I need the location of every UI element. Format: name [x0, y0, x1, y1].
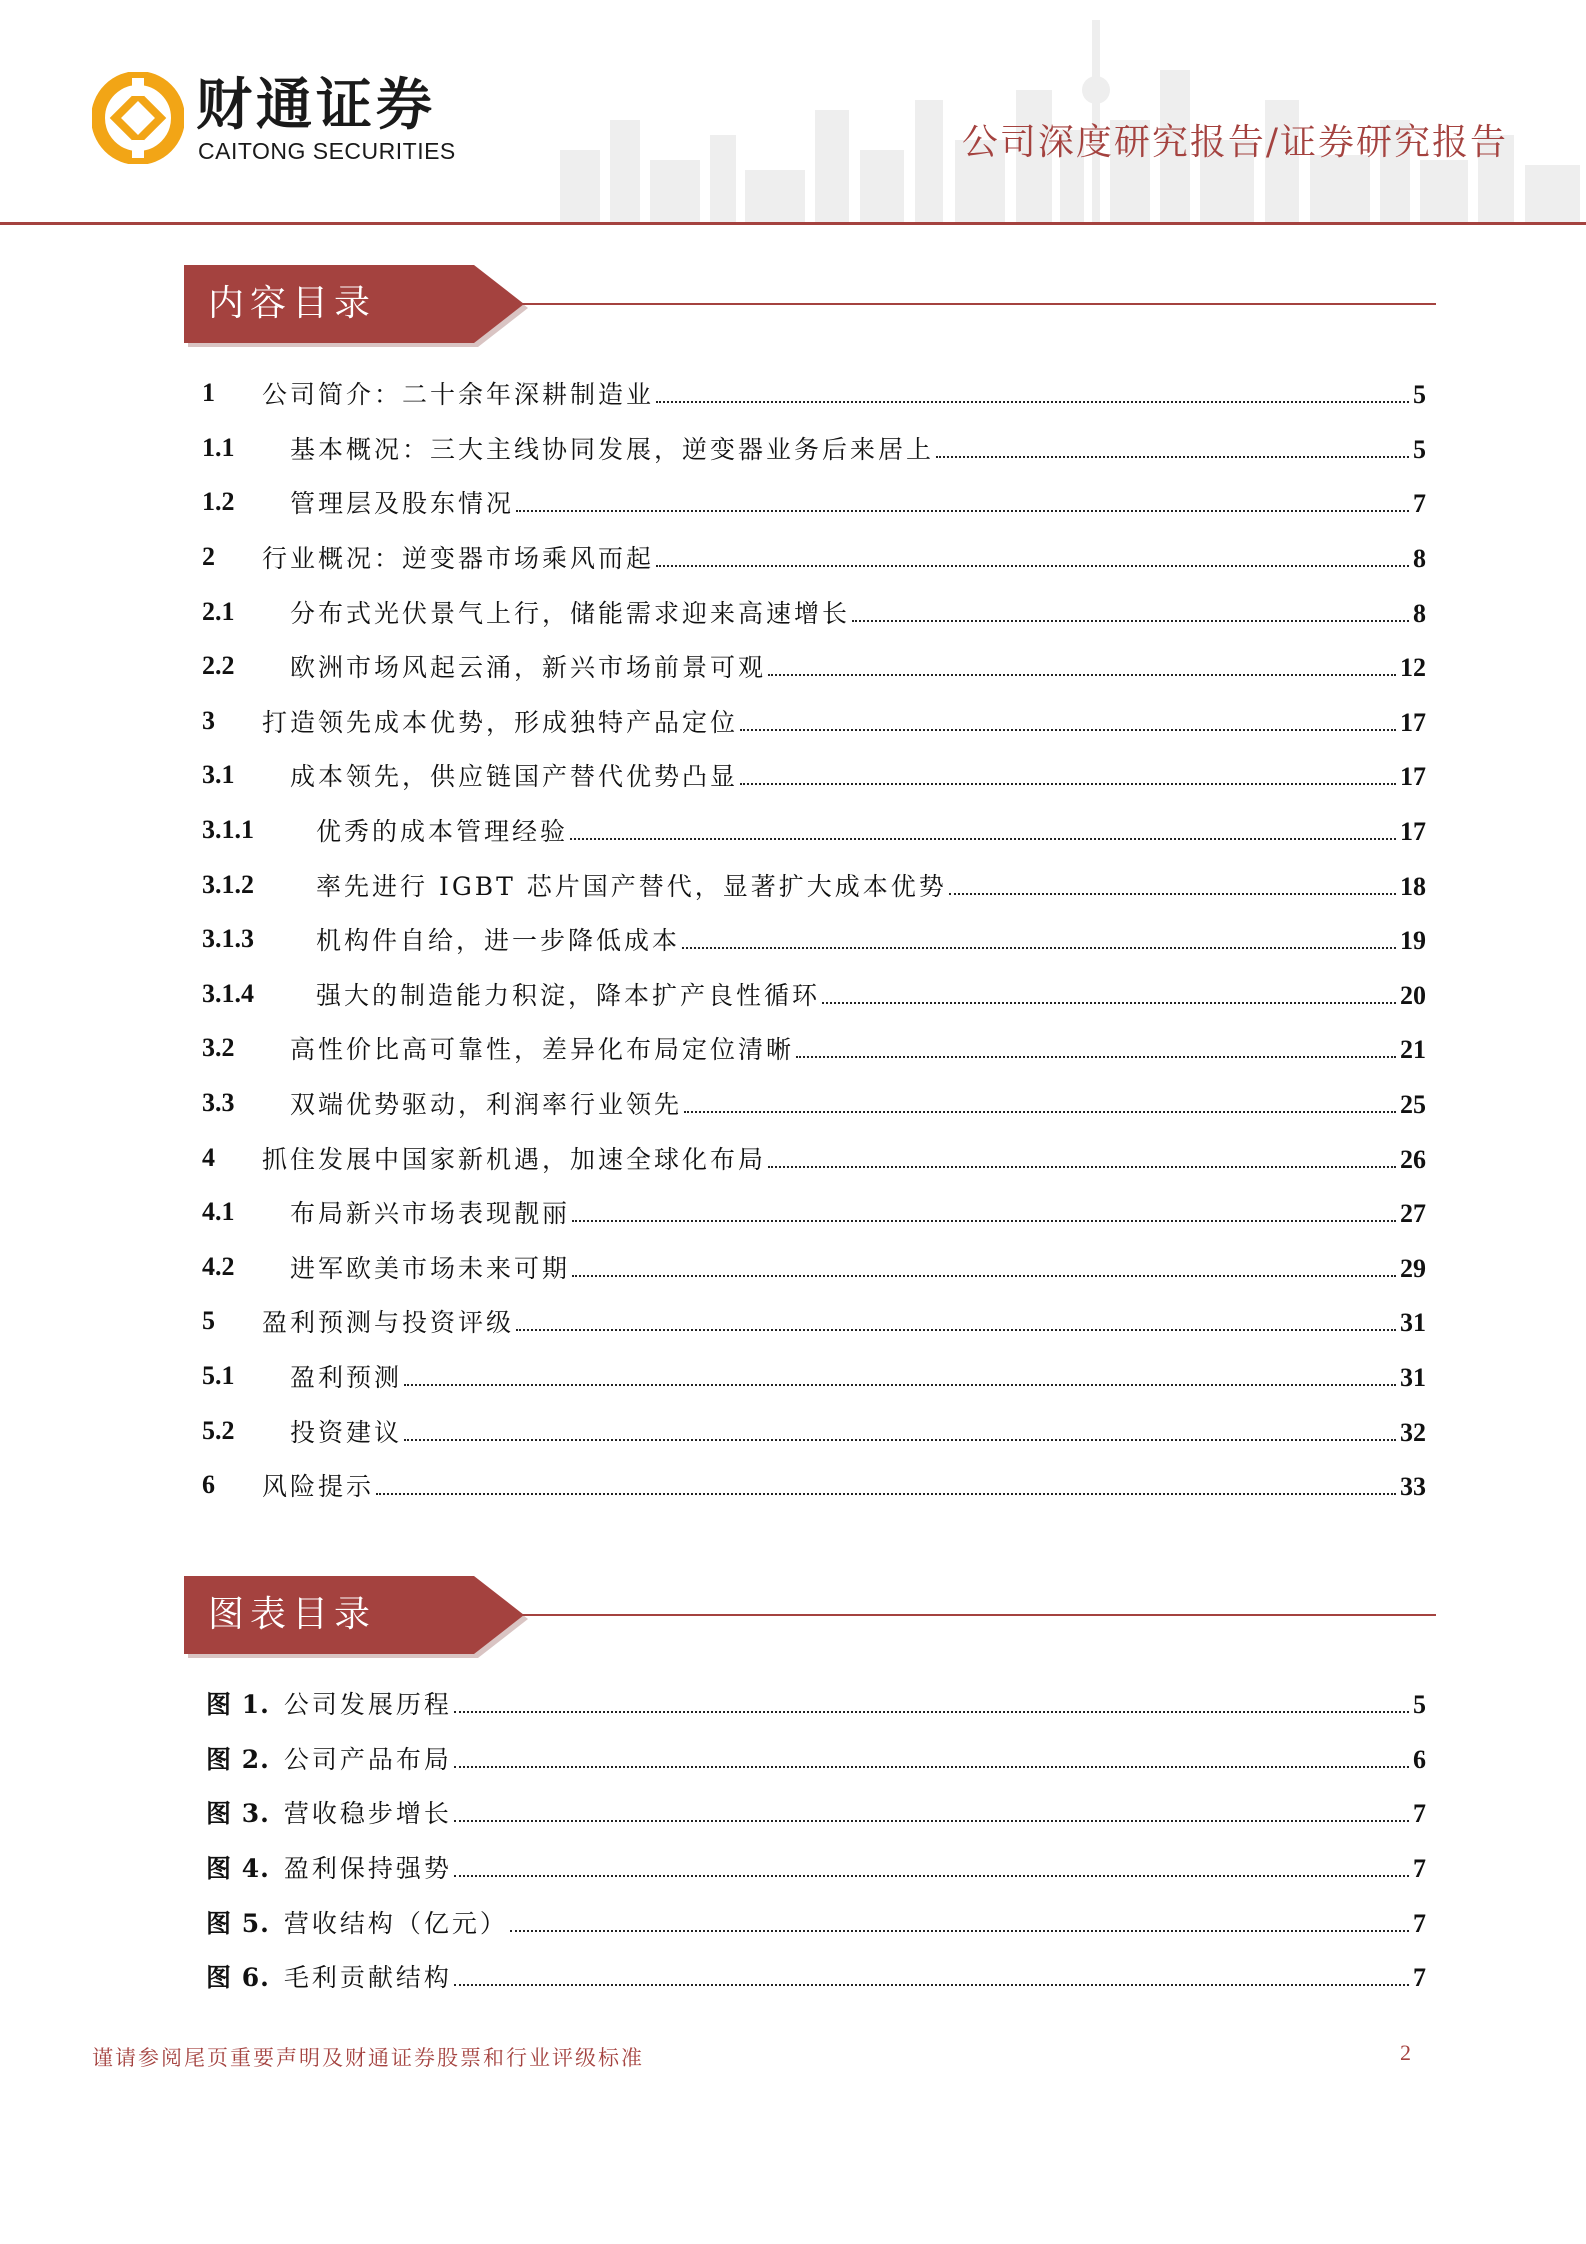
- figure-entry-page: 6: [1413, 1744, 1426, 1774]
- toc-entry-title: 风险提示: [262, 1472, 375, 1502]
- toc-entry-title: 盈利预测与投资评级: [262, 1308, 515, 1338]
- page-number: 2: [1400, 2040, 1411, 2065]
- list-of-figures: [206, 1676, 1426, 2004]
- toc-entry-title: 双端优势驱动，利润率行业领先: [290, 1090, 683, 1120]
- toc-entry-page: 19: [1400, 926, 1426, 956]
- leader-dots: [740, 783, 1396, 785]
- toc-entry[interactable]: [202, 912, 1426, 967]
- toc-entry[interactable]: [202, 803, 1426, 858]
- brand-name-en: CAITONG SECURITIES: [198, 138, 456, 164]
- toc-entry-page: 5: [1413, 380, 1426, 410]
- figure-entry-title: 营收稳步增长: [283, 1799, 452, 1829]
- toc-entry-title: 进军欧美市场未来可期: [290, 1253, 571, 1283]
- toc-entry[interactable]: [202, 1403, 1426, 1458]
- leader-dots: [682, 947, 1396, 949]
- toc-entry-number: 2: [202, 542, 215, 572]
- toc-entry-title: 基本概况：三大主线协同发展，逆变器业务后来居上: [290, 434, 935, 464]
- toc-entry-number: 3.1.3: [202, 924, 254, 954]
- leader-dots: [570, 838, 1396, 840]
- brand-name-cn: 财通证券: [196, 73, 436, 138]
- toc-entry-title: 管理层及股东情况: [290, 489, 515, 519]
- figure-entry-page: 7: [1413, 1963, 1426, 1993]
- toc-entry-title: 优秀的成本管理经验: [316, 817, 569, 847]
- leader-dots: [404, 1439, 1396, 1441]
- leader-dots: [656, 401, 1409, 403]
- toc-entry[interactable]: [202, 530, 1426, 585]
- toc-entry-title: 布局新兴市场表现靓丽: [290, 1199, 571, 1229]
- toc-entry-page: 5: [1413, 434, 1426, 464]
- figure-entry[interactable]: [206, 1949, 1426, 2004]
- toc-entry[interactable]: [202, 967, 1426, 1022]
- leader-dots: [454, 1875, 1409, 1877]
- toc-entry-title: 机构件自给，进一步降低成本: [316, 926, 681, 956]
- toc-entry-page: 26: [1400, 1144, 1426, 1174]
- leader-dots: [510, 1930, 1409, 1932]
- toc-entry[interactable]: [202, 1076, 1426, 1131]
- figure-entry-title: 毛利贡献结构: [283, 1963, 452, 1993]
- figure-entry-page: 7: [1413, 1854, 1426, 1884]
- toc-entry-title: 强大的制造能力积淀，降本扩产良性循环: [316, 980, 821, 1010]
- figure-entry-page: 5: [1413, 1690, 1426, 1720]
- toc-entry-page: 31: [1400, 1362, 1426, 1392]
- leader-dots: [572, 1275, 1396, 1277]
- toc-entry[interactable]: [202, 1294, 1426, 1349]
- leader-dots: [454, 1984, 1409, 1986]
- leader-dots: [656, 565, 1409, 567]
- toc-entry-number: 3.1.2: [202, 869, 254, 899]
- leader-dots: [516, 1329, 1396, 1331]
- figure-entry-label: 图 3.: [206, 1799, 270, 1829]
- figure-entry-title: 公司发展历程: [283, 1690, 452, 1720]
- toc-entry-page: 25: [1400, 1090, 1426, 1120]
- toc-entry[interactable]: [202, 475, 1426, 530]
- report-type-label: 公司深度研究报告/证券研究报告: [961, 122, 1508, 163]
- leader-dots: [404, 1384, 1396, 1386]
- figure-entry-label: 图 2.: [206, 1744, 270, 1774]
- toc-entry-page: 21: [1400, 1035, 1426, 1065]
- leader-dots: [796, 1056, 1396, 1058]
- leader-dots: [852, 620, 1409, 622]
- toc-entry-number: 2.1: [202, 596, 235, 626]
- toc-entry-number: 3.2: [202, 1033, 235, 1063]
- leader-dots: [740, 729, 1396, 731]
- toc-entry-number: 3.3: [202, 1088, 235, 1118]
- figure-entry-title: 公司产品布局: [283, 1744, 452, 1774]
- toc-entry[interactable]: [202, 1349, 1426, 1404]
- leader-dots: [516, 510, 1409, 512]
- figures-heading: 图表目录: [208, 1594, 377, 1635]
- toc-entry-number: 3.1.1: [202, 815, 254, 845]
- figure-entry-label: 图 5.: [206, 1908, 270, 1938]
- toc-entry[interactable]: [202, 857, 1426, 912]
- figure-entry-title: 盈利保持强势: [283, 1854, 452, 1884]
- toc-entry[interactable]: [202, 639, 1426, 694]
- toc-entry-page: 7: [1413, 489, 1426, 519]
- header-divider: [0, 222, 1586, 225]
- toc-entry-page: 29: [1400, 1253, 1426, 1283]
- toc-entry-title: 高性价比高可靠性，差异化布局定位清晰: [290, 1035, 795, 1065]
- toc-entry[interactable]: [202, 366, 1426, 421]
- page-header: [0, 0, 1586, 225]
- leader-dots: [768, 674, 1396, 676]
- toc-entry-number: 2.2: [202, 651, 235, 681]
- leader-dots: [454, 1766, 1409, 1768]
- disclaimer-note: 谨请参阅尾页重要声明及财通证券股票和行业评级标准: [92, 2046, 644, 2070]
- toc-entry-page: 18: [1400, 871, 1426, 901]
- toc-entry[interactable]: [202, 1021, 1426, 1076]
- figure-entry-label: 图 6.: [206, 1963, 270, 1993]
- figure-entry-page: 7: [1413, 1799, 1426, 1829]
- toc-entry-number: 3: [202, 705, 215, 735]
- toc-entry-page: 33: [1400, 1472, 1426, 1502]
- figure-entry-page: 7: [1413, 1908, 1426, 1938]
- toc-entry-page: 8: [1413, 598, 1426, 628]
- leader-dots: [949, 893, 1396, 895]
- banner-rule: [522, 1614, 1436, 1616]
- leader-dots: [768, 1166, 1396, 1168]
- toc-entry-number: 6: [202, 1470, 215, 1500]
- toc-section-banner: [184, 265, 1436, 345]
- toc-entry-title: 成本领先，供应链国产替代优势凸显: [290, 762, 739, 792]
- figure-entry[interactable]: [206, 1676, 1426, 1731]
- toc-entry-title: 欧洲市场风起云涌，新兴市场前景可观: [290, 653, 767, 683]
- toc-entry[interactable]: [202, 421, 1426, 476]
- toc-entry-title: 盈利预测: [290, 1362, 403, 1392]
- toc-entry-number: 4: [202, 1142, 215, 1172]
- toc-entry-number: 4.1: [202, 1197, 235, 1227]
- toc-entry-title: 率先进行 IGBT 芯片国产替代，显著扩大成本优势: [316, 871, 947, 901]
- table-of-contents: [202, 366, 1426, 1512]
- toc-entry[interactable]: [202, 584, 1426, 639]
- banner-rule: [522, 303, 1436, 305]
- toc-entry-page: 17: [1400, 817, 1426, 847]
- figure-entry[interactable]: [206, 1785, 1426, 1840]
- toc-entry[interactable]: [202, 1458, 1426, 1513]
- toc-entry-title: 公司简介：二十余年深耕制造业: [262, 380, 655, 410]
- toc-entry-page: 27: [1400, 1199, 1426, 1229]
- toc-entry-number: 3.1.4: [202, 978, 254, 1008]
- toc-entry-number: 1: [202, 378, 215, 408]
- toc-entry-page: 20: [1400, 980, 1426, 1010]
- figure-entry[interactable]: [206, 1840, 1426, 1895]
- caitong-logo-icon: [92, 72, 184, 164]
- figure-entry[interactable]: [206, 1894, 1426, 1949]
- toc-entry-number: 4.2: [202, 1251, 235, 1281]
- toc-entry-page: 31: [1400, 1308, 1426, 1338]
- figures-section-banner: [184, 1576, 1436, 1656]
- toc-entry-number: 5.1: [202, 1360, 235, 1390]
- leader-dots: [376, 1493, 1396, 1495]
- toc-entry-page: 17: [1400, 762, 1426, 792]
- toc-entry[interactable]: [202, 1185, 1426, 1240]
- leader-dots: [454, 1820, 1409, 1822]
- leader-dots: [822, 1002, 1396, 1004]
- toc-entry-number: 1.1: [202, 432, 235, 462]
- toc-entry[interactable]: [202, 1130, 1426, 1185]
- leader-dots: [684, 1111, 1396, 1113]
- toc-entry[interactable]: [202, 1240, 1426, 1295]
- toc-entry[interactable]: [202, 748, 1426, 803]
- toc-heading: 内容目录: [208, 283, 377, 324]
- toc-entry-page: 32: [1400, 1417, 1426, 1447]
- figure-entry-title: 营收结构（亿元）: [283, 1908, 508, 1938]
- toc-entry[interactable]: [202, 694, 1426, 749]
- toc-entry-title: 投资建议: [290, 1417, 403, 1447]
- leader-dots: [454, 1711, 1409, 1713]
- toc-entry-title: 打造领先成本优势，形成独特产品定位: [262, 707, 739, 737]
- leader-dots: [936, 456, 1409, 458]
- toc-entry-title: 行业概况：逆变器市场乘风而起: [262, 544, 655, 574]
- toc-entry-page: 17: [1400, 707, 1426, 737]
- toc-entry-title: 分布式光伏景气上行，储能需求迎来高速增长: [290, 598, 851, 628]
- toc-entry-number: 5: [202, 1306, 215, 1336]
- figure-entry[interactable]: [206, 1731, 1426, 1786]
- leader-dots: [572, 1220, 1396, 1222]
- toc-entry-page: 8: [1413, 544, 1426, 574]
- toc-entry-page: 12: [1400, 653, 1426, 683]
- figure-entry-label: 图 1.: [206, 1690, 270, 1720]
- toc-entry-title: 抓住发展中国家新机遇，加速全球化布局: [262, 1144, 767, 1174]
- toc-entry-number: 5.2: [202, 1415, 235, 1445]
- figure-entry-label: 图 4.: [206, 1854, 270, 1884]
- toc-entry-number: 1.2: [202, 487, 235, 517]
- toc-entry-number: 3.1: [202, 760, 235, 790]
